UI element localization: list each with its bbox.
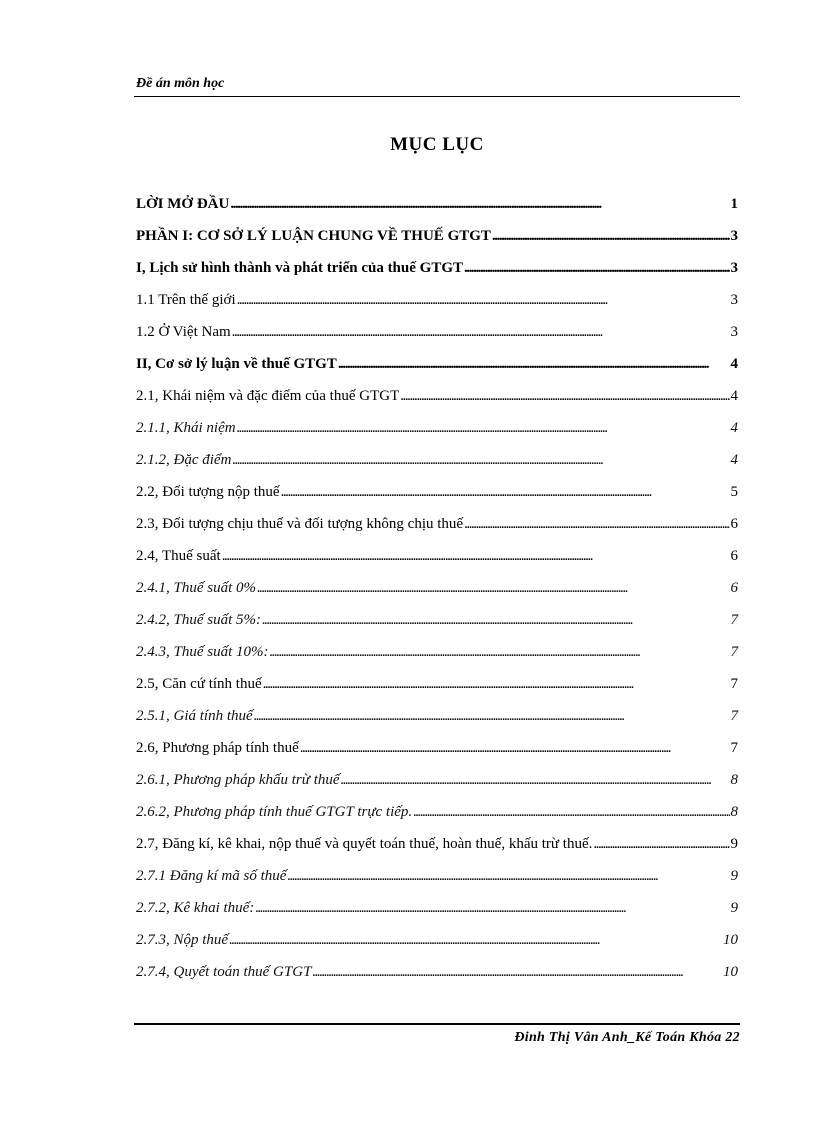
- toc-dot-leader: [492, 224, 730, 248]
- toc-entry-page-number: 4: [730, 388, 738, 404]
- toc-entry[interactable]: [136, 448, 738, 480]
- toc-entry-label: PHẦN I: CƠ SỞ LÝ LUẬN CHUNG VỀ THUẾ GTGT: [136, 228, 491, 244]
- toc-entry-label: 2.7.4, Quyết toán thuế GTGT: [136, 964, 312, 980]
- toc-entry[interactable]: [136, 256, 738, 288]
- toc-title: MỤC LỤC: [390, 134, 484, 155]
- toc-entry-page-number: 3: [730, 292, 738, 308]
- toc-entry[interactable]: [136, 736, 738, 768]
- toc-dot-leader: [287, 864, 729, 888]
- toc-entry-label: 2.1.1, Khái niệm: [136, 420, 236, 436]
- toc-dot-leader: [312, 960, 722, 984]
- toc-entry[interactable]: [136, 864, 738, 896]
- toc-entry-page-number: 3: [730, 324, 738, 340]
- toc-entry-page-number: 5: [730, 484, 738, 500]
- toc-entry-label: 2.6, Phương pháp tính thuế: [136, 740, 299, 756]
- toc-entry[interactable]: [136, 640, 738, 672]
- toc-entry[interactable]: [136, 544, 738, 576]
- toc-entry-page-number: 9: [730, 868, 738, 884]
- toc-entry-label: 2.7, Đăng kí, kê khai, nộp thuế và quyết toán thuế, hoàn thuế, khấu trừ thuế.: [136, 836, 593, 852]
- toc-entry-page-number: 6: [730, 548, 738, 564]
- toc-dot-leader: [464, 256, 730, 280]
- toc-entry[interactable]: [136, 384, 738, 416]
- toc-entry[interactable]: [136, 928, 738, 960]
- toc-entry-label: 2.6.2, Phương pháp tính thuế GTGT trực tiếp.: [136, 804, 413, 820]
- toc-entry-label: 2.4.3, Thuế suất 10%:: [136, 644, 269, 660]
- toc-entry-label: 2.7.3, Nộp thuế: [136, 932, 229, 948]
- toc-entry-label: I, Lịch sử hình thành và phát triển của thuế GTGT: [136, 260, 463, 276]
- toc-entry-page-number: 7: [730, 740, 738, 756]
- toc-entry-page-number: 6: [730, 516, 738, 532]
- toc-dot-leader: [281, 480, 730, 504]
- toc-entry-page-number: 8: [730, 804, 738, 820]
- toc-dot-leader: [229, 928, 722, 952]
- toc-entry-label: 2.1.2, Đặc điểm: [136, 452, 232, 468]
- toc-entry[interactable]: [136, 416, 738, 448]
- toc-dot-leader: [232, 320, 730, 344]
- toc-dot-leader: [222, 544, 730, 568]
- toc-dot-leader: [270, 640, 730, 664]
- toc-entry-label: 2.7.2, Kê khai thuế:: [136, 900, 255, 916]
- toc-entry[interactable]: [136, 512, 738, 544]
- toc-dot-leader: [338, 352, 730, 376]
- toc-entry-page-number: 10: [723, 932, 738, 948]
- toc-entry[interactable]: [136, 320, 738, 352]
- toc-dot-leader: [255, 896, 729, 920]
- toc-entry-label: LỜI MỞ ĐẦU: [136, 196, 230, 212]
- toc-entry-label: 2.5.1, Giá tính thuế: [136, 708, 253, 724]
- toc-entry-page-number: 7: [730, 708, 738, 724]
- toc-entry-page-number: 7: [730, 676, 738, 692]
- toc-entry-page-number: 9: [730, 836, 738, 852]
- toc-entry-label: 2.4.2, Thuế suất 5%:: [136, 612, 261, 628]
- toc-dot-leader: [464, 512, 729, 536]
- toc-entry-page-number: 4: [730, 452, 738, 468]
- toc-entry-label: 2.6.1, Phương pháp khấu trừ thuế: [136, 772, 340, 788]
- toc-dot-leader: [237, 416, 730, 440]
- toc-entry-page-number: 3: [730, 260, 738, 276]
- toc-entry-label: 2.2, Đối tượng nộp thuế: [136, 484, 280, 500]
- toc-dot-leader: [263, 672, 730, 696]
- toc-entry-label: II, Cơ sở lý luận về thuế GTGT: [136, 356, 337, 372]
- toc-entry[interactable]: [136, 768, 738, 800]
- toc-entry[interactable]: [136, 704, 738, 736]
- toc-dot-leader: [300, 736, 730, 760]
- toc-entry[interactable]: [136, 960, 738, 992]
- toc-entry[interactable]: [136, 480, 738, 512]
- toc-entry-label: 1.1 Trên thế giới: [136, 292, 236, 308]
- toc-entry[interactable]: [136, 800, 738, 832]
- toc-dot-leader: [341, 768, 730, 792]
- toc-dot-leader: [400, 384, 729, 408]
- footer-divider: [134, 1023, 740, 1025]
- toc-entry[interactable]: [136, 288, 738, 320]
- toc-entry-label: 2.4, Thuế suất: [136, 548, 221, 564]
- toc-entry-page-number: 6: [730, 580, 738, 596]
- toc-dot-leader: [232, 448, 729, 472]
- toc-entry[interactable]: [136, 352, 738, 384]
- toc-entry-page-number: 1: [730, 196, 738, 212]
- toc-entry-label: 2.4.1, Thuế suất 0%: [136, 580, 256, 596]
- toc-dot-leader: [413, 800, 729, 824]
- table-of-contents: [136, 192, 738, 992]
- header-divider: [134, 96, 740, 97]
- toc-entry[interactable]: [136, 576, 738, 608]
- toc-entry[interactable]: [136, 224, 738, 256]
- toc-entry-label: 2.3, Đối tượng chịu thuế và đối tượng không chịu thuế: [136, 516, 464, 532]
- footer-text: Đinh Thị Vân Anh_Kế Toán Khóa 22: [514, 1030, 740, 1045]
- toc-entry-page-number: 9: [730, 900, 738, 916]
- header-text: Đề án môn học: [136, 76, 225, 91]
- toc-entry-label: 2.5, Căn cứ tính thuế: [136, 676, 262, 692]
- toc-entry-page-number: 7: [730, 612, 738, 628]
- toc-entry-label: 2.1, Khái niệm và đặc điểm của thuế GTGT: [136, 388, 400, 404]
- toc-entry-label: 1.2 Ở Việt Nam: [136, 324, 231, 340]
- toc-entry[interactable]: [136, 608, 738, 640]
- toc-dot-leader: [262, 608, 730, 632]
- toc-entry-page-number: 4: [730, 356, 738, 372]
- toc-dot-leader: [593, 832, 729, 856]
- toc-entry[interactable]: [136, 192, 738, 224]
- toc-entry[interactable]: [136, 896, 738, 928]
- toc-entry-page-number: 7: [730, 644, 738, 660]
- toc-entry[interactable]: [136, 832, 738, 864]
- toc-entry-page-number: 3: [730, 228, 738, 244]
- toc-entry-page-number: 8: [730, 772, 738, 788]
- toc-dot-leader: [237, 288, 730, 312]
- toc-dot-leader: [254, 704, 730, 728]
- toc-entry[interactable]: [136, 672, 738, 704]
- toc-entry-label: 2.7.1 Đăng kí mã số thuế: [136, 868, 287, 884]
- toc-dot-leader: [230, 192, 729, 216]
- toc-entry-page-number: 4: [730, 420, 738, 436]
- toc-entry-page-number: 10: [723, 964, 738, 980]
- toc-dot-leader: [257, 576, 730, 600]
